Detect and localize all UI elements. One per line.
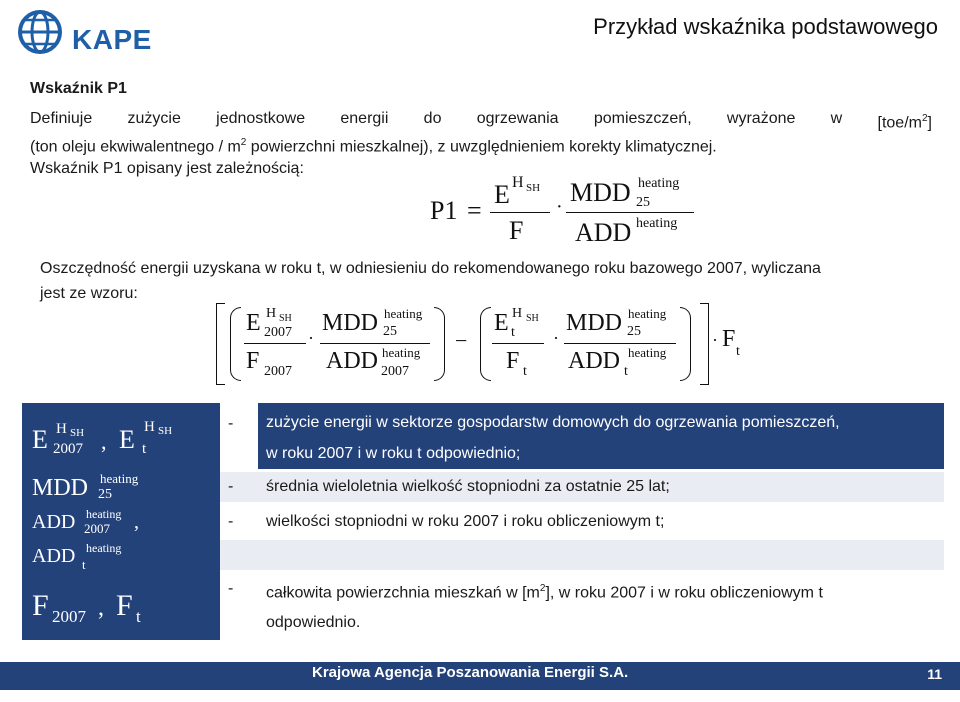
formula-ADD: ADD <box>575 218 632 247</box>
globe-icon <box>12 6 72 62</box>
intro-word: do <box>423 110 442 127</box>
legend-row-mdd: - średnia wieloletnia wielkość stopniodni za ostatnie 25 lat; <box>220 472 944 502</box>
formula-E: E <box>494 180 510 209</box>
right-paren <box>680 307 691 381</box>
intro-word: Definiuje <box>30 110 93 127</box>
intro-word: jednostkowe <box>216 110 306 127</box>
formula-F: F <box>509 216 524 245</box>
formula-25: 25 <box>636 195 650 210</box>
section-title: Wskaźnik P1 <box>30 80 127 97</box>
legend-symbols-panel: E H SH 2007 , E H SH t MDD heating 25 ADD heating 2007 , ADD heating t F 2007 , F t <box>22 403 220 640</box>
formula-eq: = <box>467 196 482 225</box>
legend-row-energy: - <box>220 403 944 469</box>
legend-row-energy-desc: zużycie energii w sektorze gospodarstw domowych do ogrzewania pomieszczeń, w roku 2007 i w roku t odpowiednio; <box>258 403 944 469</box>
formula-H: H <box>512 174 524 191</box>
intro-word: energii <box>340 110 389 127</box>
savings-line-1: Oszczędność energii uzyskana w roku t, w odniesieniu do rekomendowanego roku bazowego 2007, wyliczana <box>40 260 821 277</box>
intro-word: zużycie <box>127 110 181 127</box>
page-number: 11 <box>927 666 942 682</box>
formula-lhs: P1 <box>430 196 458 225</box>
legend-row-gap <box>220 540 944 570</box>
fraction-bar <box>566 212 694 213</box>
intro-word: pomieszczeń, <box>593 110 692 127</box>
left-paren <box>230 307 241 381</box>
footer-org: Krajowa Agencja Poszanowania Energii S.A. <box>312 664 629 681</box>
logo-text: KAPE <box>72 24 152 55</box>
legend-row-add: - wielkości stopniodni w roku 2007 i roku obliczeniowym t; <box>220 505 944 540</box>
formula-heating: heating <box>636 216 678 231</box>
formula-dot: · <box>556 196 563 218</box>
slide-title: Przykład wskaźnika podstawowego <box>593 14 938 39</box>
formula-MDD: MDD <box>570 178 631 207</box>
legend-row-area: - całkowita powierzchnia mieszkań w $[m^2]$, w roku 2007 i w roku obliczeniowym t odpowiednio. <box>220 572 944 638</box>
outer-right-bracket <box>700 303 709 385</box>
left-paren <box>480 307 491 381</box>
intro-word: ogrzewania <box>476 110 559 127</box>
intro-line-3: Wskaźnik P1 opisany jest zależnością: <box>30 160 304 177</box>
formula-SH: SH <box>526 182 541 194</box>
intro-unit: $[toe/m^2]$ <box>877 113 932 132</box>
formula-heating: heating <box>638 176 680 191</box>
intro-line-2: (ton oleju ekwiwalentnego / $m^2$ powierzchni mieszkalnej), z uwzględnieniem korekty klimatycznej. <box>30 137 717 156</box>
fraction-bar <box>490 212 550 213</box>
outer-left-bracket <box>216 303 225 385</box>
right-paren <box>434 307 445 381</box>
intro-word: w <box>830 110 843 127</box>
intro-word: wyrażone <box>726 110 796 127</box>
savings-line-2: jest ze wzoru: <box>40 285 138 302</box>
